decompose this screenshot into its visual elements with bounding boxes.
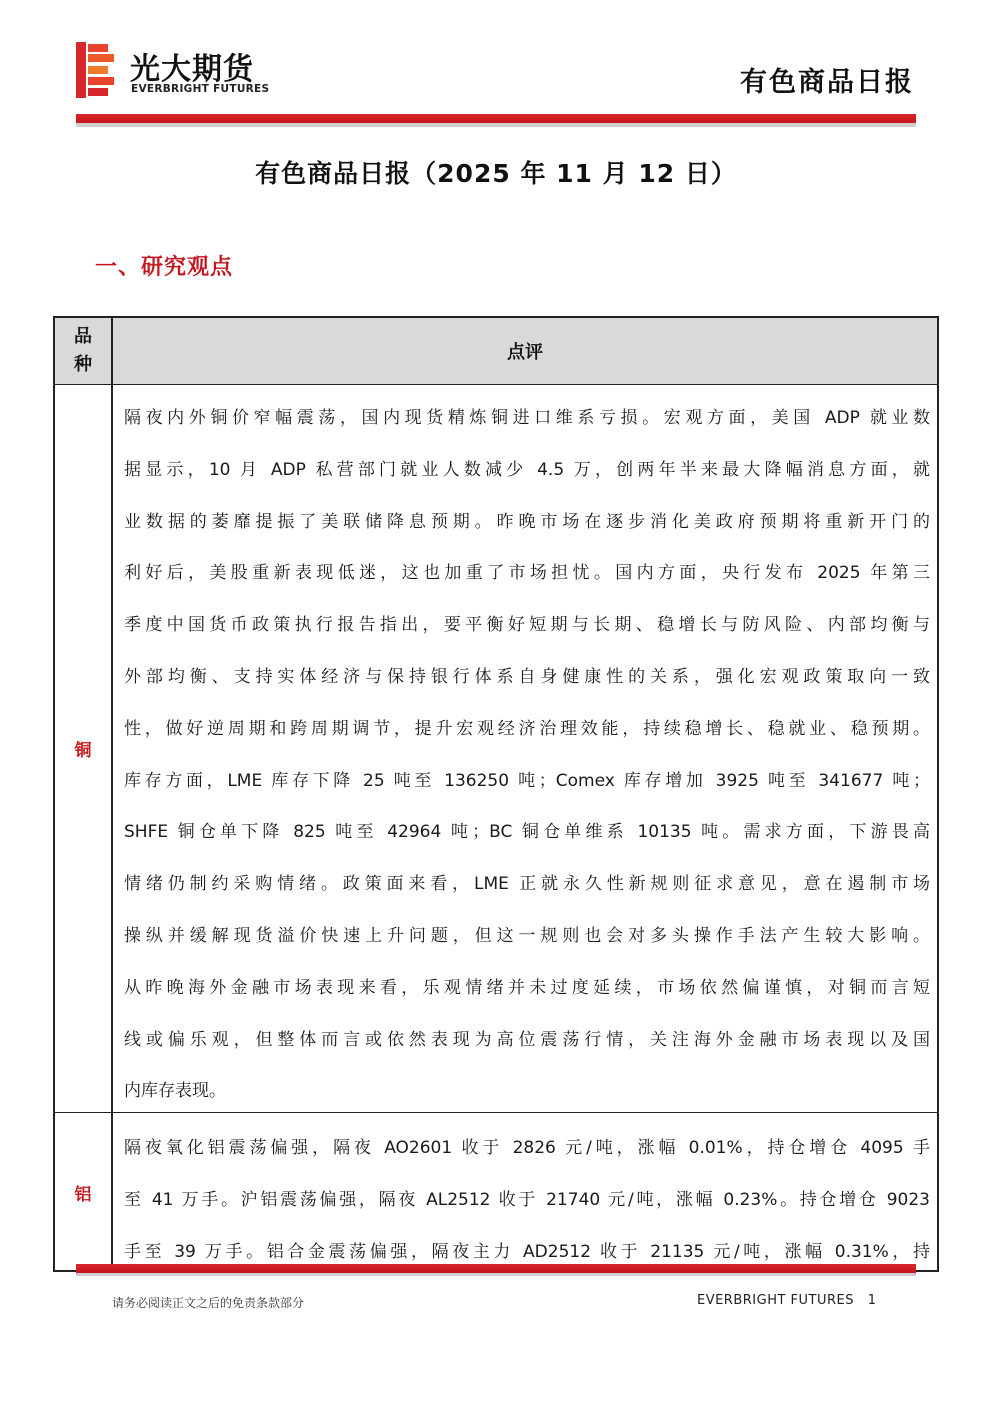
footer-brand: EVERBRIGHT FUTURES (696, 1293, 854, 1308)
table-row-aluminum (55, 1114, 937, 1272)
column-divider (111, 318, 113, 1270)
comment-aluminum (124, 1123, 930, 1272)
comment-line: 隔夜内外铜价窄幅震荡，国内现货精炼铜进口维系亏损。宏观方面，美国 ADP 就业数 (124, 408, 930, 428)
comment-line: 隔夜氧化铝震荡偏强，隔夜 AO2601 收于 2826 元/吨，涨幅 0.01%，持仓增仓 4095 手 (124, 1138, 930, 1158)
comment-line: 季度中国货币政策执行报告指出，要平衡好短期与长期、稳增长与防风险、内部均衡与 (124, 615, 930, 636)
comment-line: 至 41 万手。沪铝震荡偏强，隔夜 AL2512 收于 21740 元/吨，涨幅 0.23%。持仓增仓 9023 (124, 1189, 930, 1210)
header-comment: 点评 (507, 342, 543, 363)
company-logo (76, 42, 296, 100)
page-number: 1 (867, 1293, 876, 1308)
comment-line: 从昨晚海外金融市场表现来看，乐观情绪并未过度延续，市场依然偏谨慎，对铜而言短 (124, 977, 930, 998)
comment-copper (124, 393, 930, 1118)
comment-line: 内库存表现。 (124, 1081, 226, 1102)
research-view-table (53, 316, 939, 1272)
logo-mark-icon (76, 42, 118, 98)
logo-english-name: EVERBRIGHT FUTURES (131, 83, 270, 95)
logo-chinese-name: 光大期货 (130, 52, 254, 87)
comment-line: 利好后，美股重新表现低迷，这也加重了市场担忧。国内方面，央行发布 2025 年第三 (124, 563, 930, 584)
footer-divider-shadow (76, 1273, 916, 1276)
header-divider (76, 114, 916, 123)
table-row-copper (55, 384, 937, 1113)
variety-label-aluminum: 铝 (74, 1185, 92, 1205)
comment-line: SHFE 铜仓单下降 825 吨至 42964 吨；BC 铜仓单维系 10135 吨。需求方面，下游畏高 (124, 822, 930, 843)
document-title: 有色商品日报（2025 年 11 月 12 日） (255, 159, 737, 188)
header-variety (55, 318, 111, 384)
disclaimer-text: 请务必阅读正文之后的免责条款部分 (112, 1296, 305, 1310)
comment-line: 据显示，10 月 ADP 私营部门就业人数减少 4.5 万，创两年半来最大降幅消息方面，就 (124, 459, 930, 480)
comment-line: 手至 39 万手。铝合金震荡偏强，隔夜主力 AD2512 收于 21135 元/吨，涨幅 0.31%，持 (124, 1241, 930, 1262)
comment-line: 情绪仍制约采购情绪。政策面来看，LME 正就永久性新规则征求意见，意在遏制市场 (124, 874, 930, 895)
table-header (55, 318, 937, 385)
report-type-label: 有色商品日报 (740, 67, 914, 98)
section-title: 一、研究观点 (95, 255, 234, 280)
comment-line: 业数据的萎靡提振了美联储降息预期。昨晚市场在逐步消化美政府预期将重新开门的 (124, 511, 930, 532)
header-divider-shadow (76, 123, 916, 127)
comment-line: 操纵并缓解现货溢价快速上升问题，但这一规则也会对多头操作手法产生较大影响。 (124, 925, 930, 946)
header-variety-char-2: 种 (74, 354, 92, 375)
comment-line: 库存方面，LME 库存下降 25 吨至 136250 吨；Comex 库存增加 3925 吨至 341677 吨； (124, 770, 930, 791)
comment-line: 外部均衡、支持实体经济与保持银行体系自身健康性的关系，强化宏观政策取向一致 (124, 666, 930, 687)
comment-line: 线或偏乐观，但整体而言或依然表现为高位震荡行情，关注海外金融市场表现以及国 (124, 1029, 930, 1050)
variety-label-copper: 铜 (74, 740, 92, 761)
header-variety-char-1: 品 (74, 326, 92, 347)
footer-divider (76, 1264, 916, 1273)
comment-line: 性，做好逆周期和跨周期调节，提升宏观经济治理效能，持续稳增长、稳就业、稳预期。 (124, 718, 930, 739)
